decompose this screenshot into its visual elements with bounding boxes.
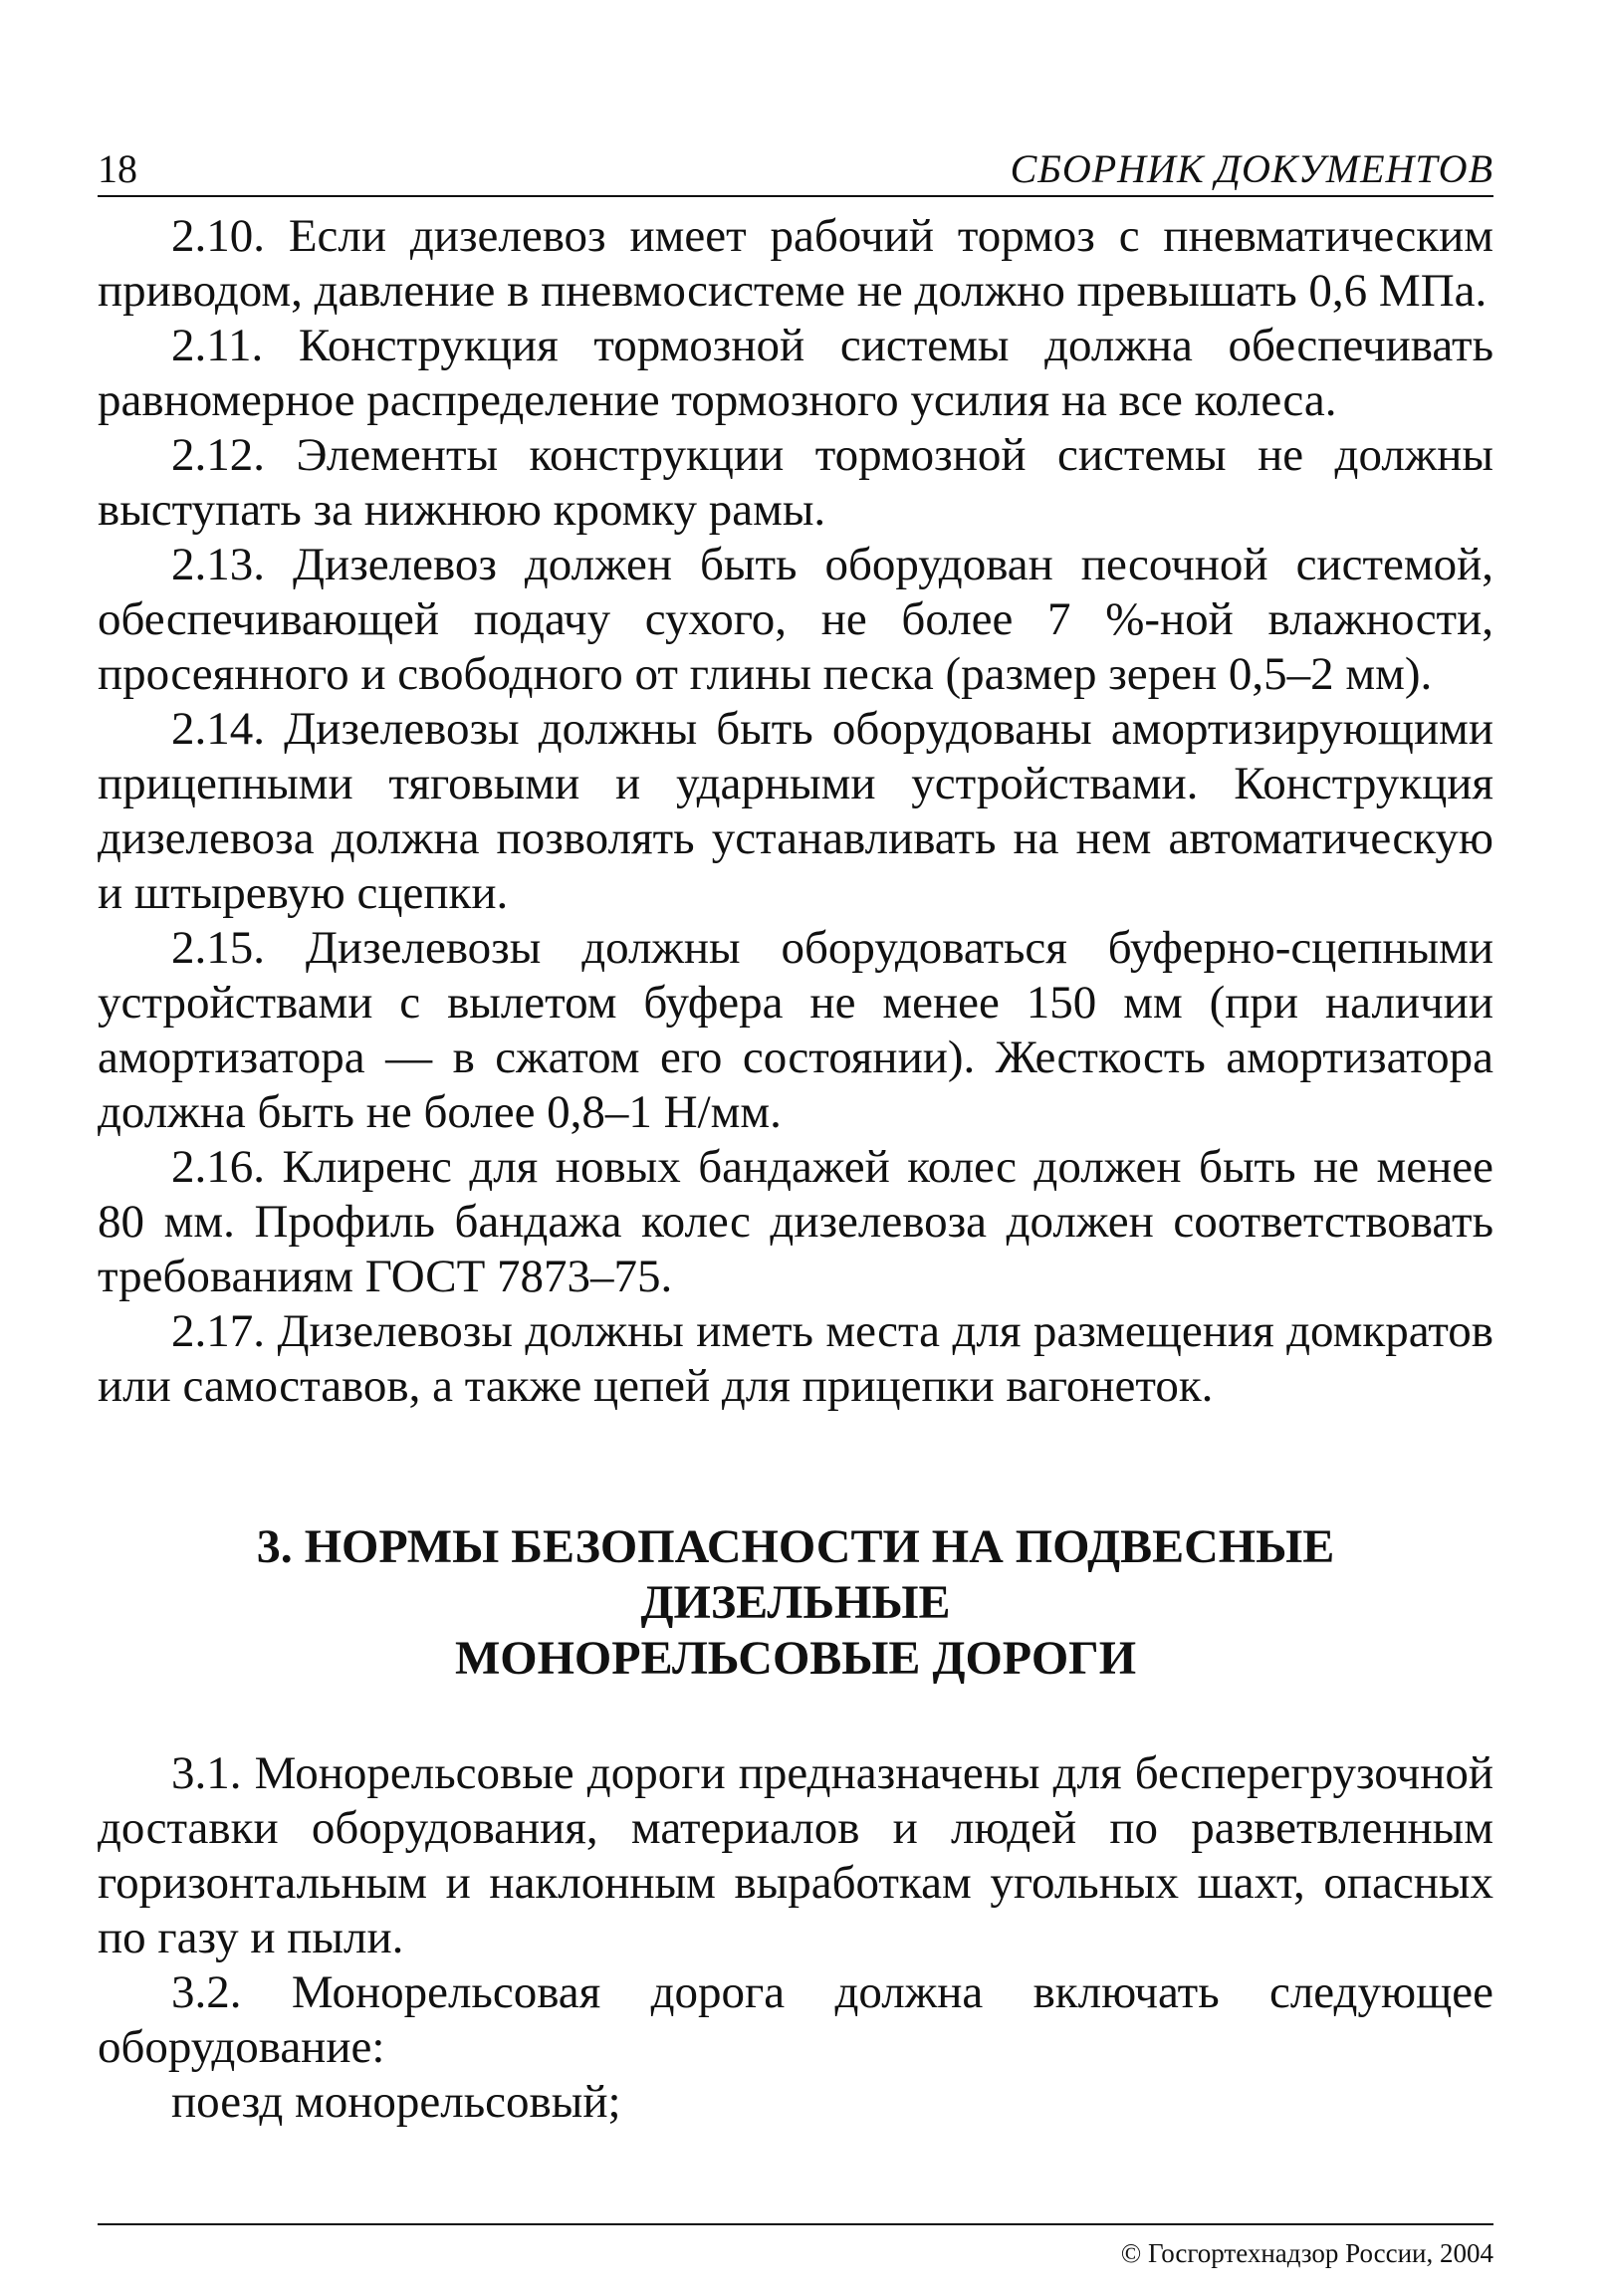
paragraph-3-1: 3.1. Монорельсовые дороги предназначены для бесперегрузочной доставки оборудования, материалов и людей по разветвленным горизонтальным и наклонным выработкам угольных шахт, опасных по газу и пыли. xyxy=(98,1747,1493,1963)
paragraph-2-13: 2.13. Дизелевоз должен быть оборудован песочной системой, обеспечивающей подачу сухого, не более 7 %-ной влажности, просеянного и свободного от глины песка (размер зерен 0,5–2 мм). xyxy=(98,539,1493,700)
paragraph-2-16: 2.16. Клиренс для новых бандажей колес должен быть не менее 80 мм. Профиль бандажа колес дизелевоза должен соответствовать требованиям ГОСТ 7873–75. xyxy=(98,1141,1493,1302)
copyright-notice: © Госгортехнадзор России, 2004 xyxy=(1120,2238,1493,2268)
paragraph-2-10: 2.10. Если дизелевоз имеет рабочий тормоз с пневматическим приводом, давление в пневмосистеме не должно превышать 0,6 МПа. xyxy=(98,210,1493,317)
page-body xyxy=(98,209,1493,2130)
section-heading-line-2: МОНОРЕЛЬСОВЫЕ ДОРОГИ xyxy=(454,1632,1137,1685)
header-rule xyxy=(98,195,1493,197)
page-number: 18 xyxy=(98,146,137,191)
footer-rule xyxy=(98,2223,1493,2225)
section-heading-line-1: 3. НОРМЫ БЕЗОПАСНОСТИ НА ПОДВЕСНЫЕ ДИЗЕЛЬНЫЕ xyxy=(256,1520,1335,1629)
paragraph-2-17: 2.17. Дизелевозы должны иметь места для размещения домкратов или самоставов, а также цепей для прицепки вагонеток. xyxy=(98,1305,1493,1412)
paragraph-3-2: 3.2. Монорельсовая дорога должна включать следующее оборудование: xyxy=(98,1966,1493,2073)
paragraph-2-11: 2.11. Конструкция тормозной системы должна обеспечивать равномерное распределение тормозного усилия на все колеса. xyxy=(98,320,1493,426)
list-item-monorail-train: поезд монорельсовый; xyxy=(171,2076,621,2128)
page-header xyxy=(98,141,1493,197)
section-heading xyxy=(98,1519,1493,1687)
paragraph-2-14: 2.14. Дизелевозы должны быть оборудованы амортизирующими прицепными тяговыми и ударными устройствами. Конструкция дизелевоза должна позволять устанавливать на нем автоматическую и штыревую сцепки. xyxy=(98,703,1493,919)
paragraph-2-15: 2.15. Дизелевозы должны оборудоваться буферно-сцепными устройствами с вылетом буфера не менее 150 мм (при наличии амортизатора — в сжатом его состоянии). Жесткость амортизатора должна быть не более 0,8–1 Н/мм. xyxy=(98,922,1493,1138)
paragraph-2-12: 2.12. Элементы конструкции тормозной системы не должны выступать за нижнюю кромку рамы. xyxy=(98,429,1493,536)
running-title: СБОРНИК ДОКУМЕНТОВ xyxy=(1010,146,1493,191)
